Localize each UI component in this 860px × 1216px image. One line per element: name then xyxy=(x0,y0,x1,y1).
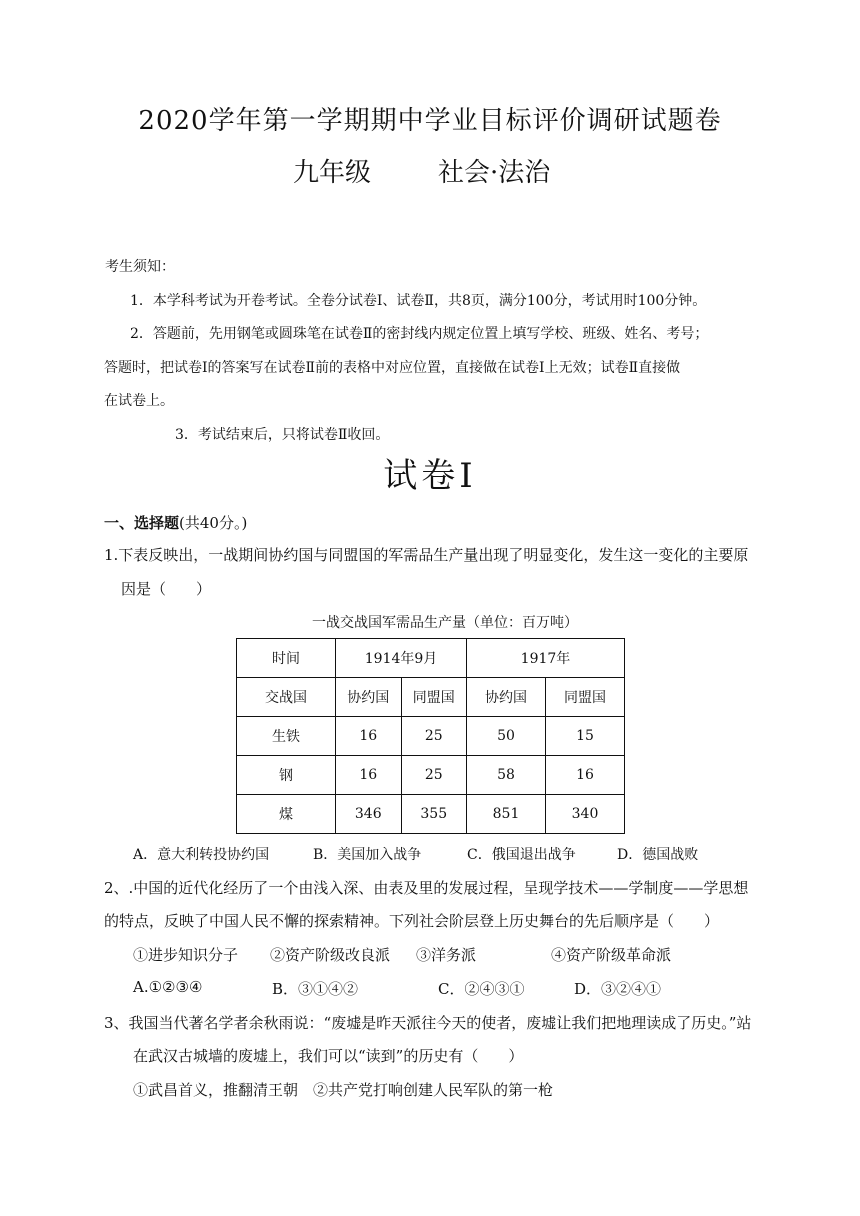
notice-item-2-line-3: 在试卷上。 xyxy=(104,393,174,409)
table-cell: 15 xyxy=(546,717,625,756)
table-cell: 钢 xyxy=(237,756,336,795)
grade-label: 九年级 xyxy=(293,158,372,188)
table-cell: 16 xyxy=(546,756,625,795)
notice-item-2-line-1: 2．答题前，先用钢笔或圆珠笔在试卷Ⅱ的密封线内规定位置上填写学校、班级、姓名、考号； xyxy=(130,326,709,342)
table-cell: 50 xyxy=(467,717,546,756)
notice-item-2-line-2: 答题时，把试卷Ⅰ的答案写在试卷Ⅱ前的表格中对应位置，直接做在试卷Ⅰ上无效；试卷Ⅱ直接做 xyxy=(104,360,681,376)
table-cell: 25 xyxy=(401,756,467,795)
notice-heading: 考生须知： xyxy=(105,259,175,275)
notice-item-1: 1．本学科考试为开卷考试。全卷分试卷Ⅰ、试卷Ⅱ，共8页，满分100分，考试用时100分钟。 xyxy=(130,293,707,309)
paper-title: 试卷Ⅰ xyxy=(383,456,477,496)
table-cell: 交战国 xyxy=(237,678,336,717)
q2-item-4: ④资产阶级革命派 xyxy=(551,946,672,964)
table-cell: 协约国 xyxy=(467,678,546,717)
q3-line-3: ①武昌首义，推翻清王朝 ②共产党打响创建人民军队的第一枪 xyxy=(133,1081,554,1099)
table-cell: 同盟国 xyxy=(546,678,625,717)
table-cell: 1917年 xyxy=(467,639,625,678)
table-cell: 25 xyxy=(401,717,467,756)
q1-table-caption: 一战交战国军需品生产量（单位：百万吨） xyxy=(312,615,578,631)
q2-option-c: C．②④③① xyxy=(438,980,525,998)
q1-data-table xyxy=(236,638,625,834)
q2-option-b: B．③①④② xyxy=(272,980,359,998)
q2-item-2: ②资产阶级改良派 xyxy=(270,946,391,964)
q1-option-d: D．德国战败 xyxy=(617,847,699,863)
q2-line-2: 的特点，反映了中国人民不懈的探索精神。下列社会阶层登上历史舞台的先后顺序是（ ） xyxy=(104,912,720,930)
q3-line-2: 在武汉古城墙的废墟上，我们可以“读到”的历史有（ ） xyxy=(133,1047,524,1065)
exam-title: 2020学年第一学期期中学业目标评价调研试题卷 xyxy=(138,106,722,136)
table-row xyxy=(237,795,625,834)
q1-option-c: C．俄国退出战争 xyxy=(467,847,576,863)
table-cell: 1914年9月 xyxy=(336,639,467,678)
table-cell: 340 xyxy=(546,795,625,834)
q2-option-a: A.①②③④ xyxy=(133,978,203,996)
table-cell: 16 xyxy=(336,756,402,795)
section-heading-bold: 一、选择题 xyxy=(104,514,180,532)
table-row xyxy=(237,756,625,795)
table-cell: 生铁 xyxy=(237,717,336,756)
q1-option-a: A．意大利转投协约国 xyxy=(133,847,270,863)
q2-line-1: 2、.中国的近代化经历了一个由浅入深、由表及里的发展过程，呈现学技术——学制度——学思想 xyxy=(104,879,749,897)
notice-item-3: 3．考试结束后，只将试卷Ⅱ收回。 xyxy=(175,427,390,443)
table-cell: 355 xyxy=(401,795,467,834)
q2-option-d: D．③②④① xyxy=(574,980,662,998)
table-cell: 346 xyxy=(336,795,402,834)
table-row xyxy=(237,639,625,678)
table-cell: 58 xyxy=(467,756,546,795)
table-cell: 同盟国 xyxy=(401,678,467,717)
q2-item-1: ①进步知识分子 xyxy=(133,946,239,964)
q1-option-b: B．美国加入战争 xyxy=(313,847,422,863)
section-heading xyxy=(104,512,247,533)
table-cell: 851 xyxy=(467,795,546,834)
q1-line-1: 1.下表反映出，一战期间协约国与同盟国的军需品生产量出现了明显变化，发生这一变化的主要原 xyxy=(104,546,749,564)
table-cell: 时间 xyxy=(237,639,336,678)
table-cell: 协约国 xyxy=(336,678,402,717)
table-cell: 煤 xyxy=(237,795,336,834)
section-heading-rest: (共40分。) xyxy=(179,514,248,532)
subject-label: 社会·法治 xyxy=(438,158,551,188)
q2-item-3: ③洋务派 xyxy=(416,946,477,964)
table-row xyxy=(237,717,625,756)
q3-line-1: 3、我国当代著名学者余秋雨说：“废墟是昨天派往今天的使者，废墟让我们把地理读成了历史。”站 xyxy=(104,1014,752,1032)
table-row xyxy=(237,678,625,717)
table-cell: 16 xyxy=(336,717,402,756)
q1-line-2: 因是（ ） xyxy=(121,580,212,598)
